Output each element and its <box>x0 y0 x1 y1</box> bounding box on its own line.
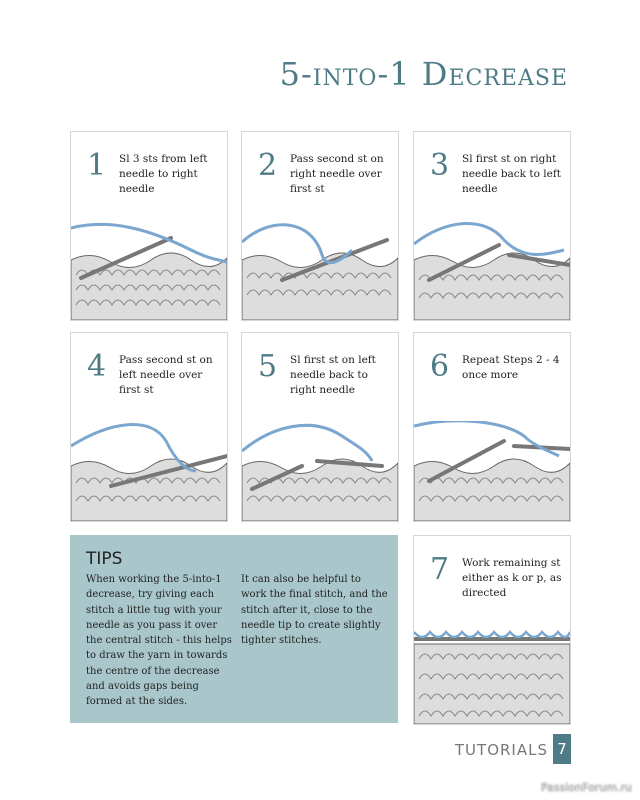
watermark: PassionForum.ru <box>541 781 632 794</box>
step-card-3 <box>413 131 571 321</box>
step-text: Work remaining st either as k or p, as directed <box>462 557 562 599</box>
step-number: 4 <box>87 349 107 384</box>
footer-section-label: TUTORIALS <box>454 741 548 759</box>
knitting-illustration <box>414 421 570 521</box>
page-number: 7 <box>553 734 571 764</box>
step-number: 5 <box>258 349 278 384</box>
step-card-7 <box>413 535 571 725</box>
step-text: Sl first st on left needle back to right needle <box>290 354 376 396</box>
step-card-2 <box>241 131 399 321</box>
tips-text-col1: When working the 5-into-1 decrease, try giving each stitch a little tug with your needle as you pass it over the central stitch - this helps to draw the yarn in towards the centre of the decrease and avoids gaps being formed at the sides. <box>86 574 232 708</box>
step-text: Sl 3 sts from left needle to right needle <box>119 153 208 195</box>
step-text: Sl first st on right needle back to left needle <box>462 153 561 195</box>
knitting-illustration <box>414 220 570 320</box>
step-text: Pass second st on left needle over first st <box>119 354 213 396</box>
page-title: 5-into-1 Decrease <box>279 55 568 93</box>
knitting-illustration <box>414 614 570 724</box>
step-number: 3 <box>430 148 450 183</box>
step-number: 6 <box>430 349 450 384</box>
step-text: Repeat Steps 2 - 4 once more <box>462 354 560 381</box>
step-number: 7 <box>430 552 450 587</box>
tips-heading: TIPS <box>86 549 123 569</box>
knitting-illustration <box>242 220 398 320</box>
step-text: Pass second st on right needle over first st <box>290 153 384 195</box>
tips-text-col2: It can also be helpful to work the final stitch, and the stitch after it, close to the needle tip to create slightly tighter stitches. <box>241 574 388 647</box>
knitting-illustration <box>71 421 227 521</box>
step-number: 2 <box>258 148 278 183</box>
step-card-6 <box>413 332 571 522</box>
step-card-5 <box>241 332 399 522</box>
knitting-illustration <box>242 421 398 521</box>
knitting-illustration <box>71 220 227 320</box>
step-card-1 <box>70 131 228 321</box>
step-number: 1 <box>87 148 107 183</box>
tips-panel <box>70 535 398 723</box>
step-card-4 <box>70 332 228 522</box>
